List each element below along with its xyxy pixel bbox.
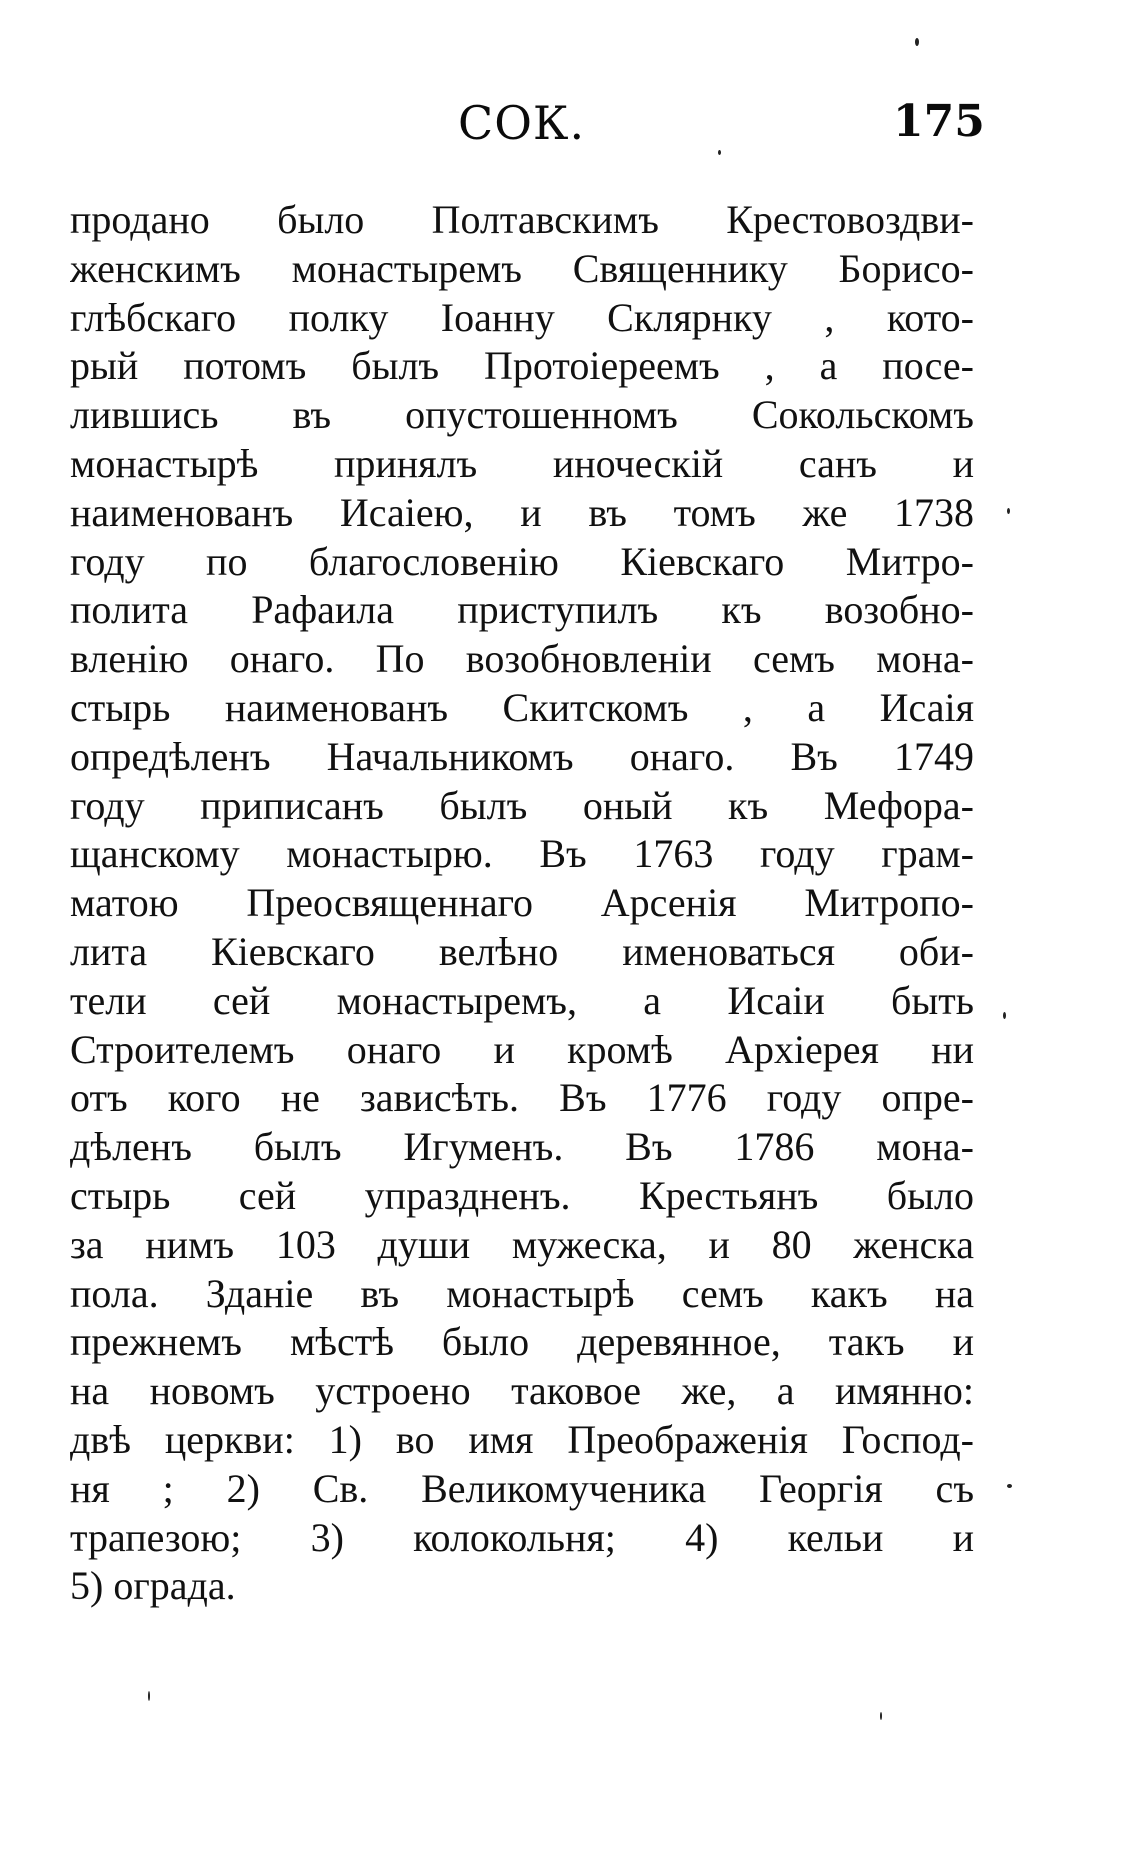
text-line: году приписанъ былъ оный къ Мефора- bbox=[70, 782, 974, 828]
text-line: рый потомъ былъ Протоіереемъ , а посе- bbox=[70, 343, 974, 389]
text-line: матою Преосвященнаго Арсенія Митропо- bbox=[70, 880, 974, 926]
text-line: прежнемъ мѣстѣ было деревянное, такъ и bbox=[70, 1319, 974, 1365]
text-line: тели сей монастыремъ, а Исаіи быть bbox=[70, 977, 974, 1023]
text-line: полита Рафаила приступилъ къ возобно- bbox=[70, 587, 974, 633]
text-line: отъ кого не зависѣть. Въ 1776 году опре- bbox=[70, 1075, 974, 1121]
text-line: опредѣленъ Начальникомъ онаго. Въ 1749 bbox=[70, 733, 974, 779]
text-line: трапезою; 3) колокольня; 4) кельи и bbox=[70, 1514, 974, 1560]
text-line: лита Кіевскаго велѣно именоваться оби- bbox=[70, 928, 974, 974]
text-line: стырь сей упраздненъ. Крестьянъ было bbox=[70, 1172, 974, 1218]
text-line: вленію онаго. По возобновленіи семъ мона- bbox=[70, 636, 974, 682]
text-line: двѣ церкви: 1) во имя Преображенія Господ- bbox=[70, 1416, 974, 1462]
text-line: году по благословенію Кіевскаго Митро- bbox=[70, 538, 974, 584]
text-line: лившись въ опустошенномъ Сокольскомъ bbox=[70, 392, 974, 438]
text-line: щанскому монастырю. Въ 1763 году грам- bbox=[70, 831, 974, 877]
text-line: Строителемъ онаго и кромѣ Архіерея ни bbox=[70, 1026, 974, 1072]
scan-speck bbox=[880, 1712, 882, 1720]
scan-speck bbox=[915, 38, 919, 46]
text-line: продано было Полтавскимъ Крестовоздви- bbox=[70, 197, 974, 242]
page-number: 175 bbox=[893, 96, 985, 147]
running-head: СОК. bbox=[458, 96, 586, 150]
page-header bbox=[0, 96, 1140, 156]
scan-speck bbox=[148, 1691, 150, 1701]
scan-speck bbox=[1003, 1012, 1006, 1019]
text-line: глѣбскаго полку Іоанну Склярнку , кото- bbox=[70, 294, 974, 340]
text-line: ня ; 2) Св. Великомученика Георгія съ bbox=[70, 1465, 974, 1511]
text-line: наименованъ Исаіею, и въ томъ же 1738 bbox=[70, 489, 974, 535]
text-line: 5) ограда. bbox=[70, 1563, 236, 1609]
scan-speck bbox=[1007, 508, 1010, 514]
text-line: дѣленъ былъ Игуменъ. Въ 1786 мона- bbox=[70, 1124, 974, 1170]
text-line: женскимъ монастыремъ Священнику Борисо- bbox=[70, 245, 974, 291]
text-line: монастырѣ принялъ иноческій санъ и bbox=[70, 440, 974, 486]
text-line: пола. Зданіе въ монастырѣ семъ какъ на bbox=[70, 1270, 974, 1316]
body-text bbox=[70, 196, 974, 1611]
scan-speck bbox=[718, 150, 721, 155]
text-line: на новомъ устроено таковое же, а имянно: bbox=[70, 1368, 974, 1414]
text-line: за нимъ 103 души мужеска, и 80 женска bbox=[70, 1221, 974, 1267]
text-line: стырь наименованъ Скитскомъ , а Исаія bbox=[70, 684, 974, 730]
scan-speck bbox=[1007, 1484, 1012, 1488]
